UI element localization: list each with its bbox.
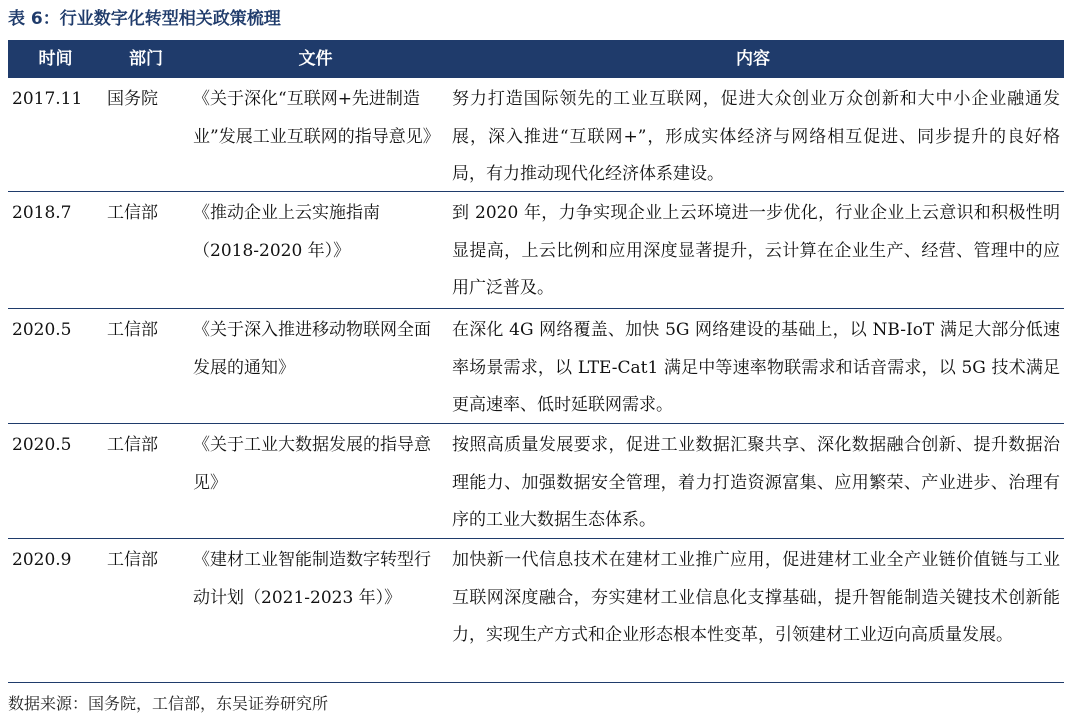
cell-content: 按照高质量发展要求，促进工业数据汇聚共享、深化数据融合创新、提升数据治理能力、加强数据安全管理，着力打造资源富集、应用繁荣、产业进步、治理有序的工业大数据生态体系。 [452,435,1060,530]
cell-content: 努力打造国际领先的工业互联网，促进大众创业万众创新和大中小企业融通发展，深入推进“互联网+”，形成实体经济与网络相互促进、同步提升的良好格局，有力推动现代化经济体系建设。 [452,89,1060,184]
header-time: 时间 [38,49,73,69]
policy-table [8,40,1064,683]
cell-dept: 国务院 [107,89,158,109]
cell-dept: 工信部 [107,320,158,340]
cell-dept: 工信部 [107,550,158,570]
cell-doc: 《推动企业上云实施指南（2018-2020 年）》 [193,203,380,261]
table-caption: 表 6：行业数字化转型相关政策梳理 [8,9,281,29]
cell-dept: 工信部 [107,203,158,223]
table-row [8,192,1064,309]
cell-time: 2020.5 [12,435,72,455]
data-source-note: 数据来源：国务院，工信部，东吴证券研究所 [8,694,329,713]
table-row [8,424,1064,539]
cell-content: 到 2020 年，力争实现企业上云环境进一步优化，行业企业上云意识和积极性明显提高，上云比例和应用深度显著提升，云计算在企业生产、经营、管理中的应用广泛普及。 [452,203,1060,298]
cell-time: 2020.5 [12,320,72,340]
table-row [8,309,1064,424]
cell-dept: 工信部 [107,435,158,455]
table-header [8,40,1064,78]
cell-doc: 《建材工业智能制造数字转型行动计划（2021-2023 年）》 [193,550,431,608]
cell-content: 在深化 4G 网络覆盖、加快 5G 网络建设的基础上，以 NB-IoT 满足大部分低速率场景需求，以 LTE-Cat1 满足中等速率物联需求和话音需求，以 5G 技术满足更高速率、低时延联网需求。 [452,320,1060,415]
table-row [8,539,1064,683]
cell-time: 2020.9 [12,550,72,570]
cell-time: 2017.11 [12,89,83,109]
header-content: 内容 [736,49,770,69]
header-doc: 文件 [298,49,333,69]
cell-time: 2018.7 [12,203,72,223]
cell-content: 加快新一代信息技术在建材工业推广应用，促进建材工业全产业链价值链与工业互联网深度融合，夯实建材工业信息化支撑基础，提升智能制造关键技术创新能力，实现生产方式和企业形态根本性变革，引领建材工业迈向高质量发展。 [452,550,1060,645]
cell-doc: 《关于深入推进移动物联网全面发展的通知》 [193,320,431,378]
cell-doc: 《关于工业大数据发展的指导意见》 [193,435,431,493]
header-dept: 部门 [129,49,163,69]
cell-doc: 《关于深化“互联网+先进制造业”发展工业互联网的指导意见》 [193,89,440,147]
table-row [8,78,1064,192]
